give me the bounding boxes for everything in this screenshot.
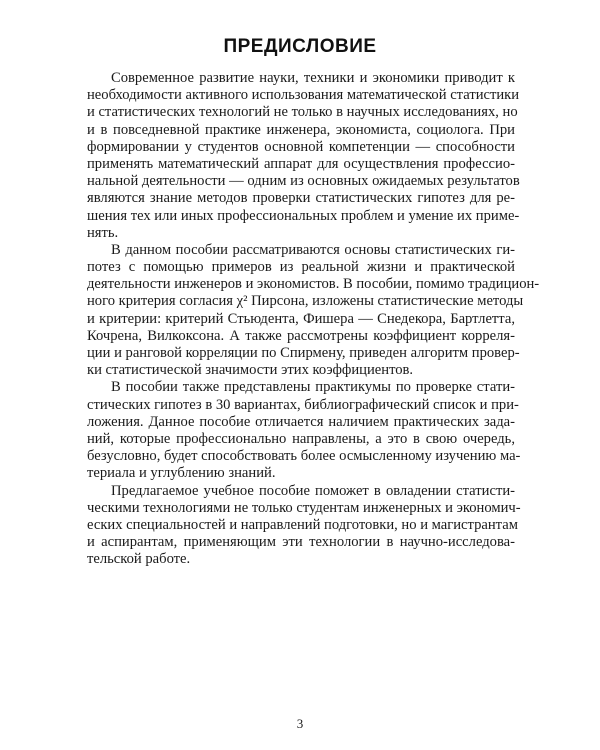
text-line: шения тех или иных профессиональных проблем и умение их приме- (87, 207, 520, 224)
text-line: ки статистической значимости этих коэффициентов. (87, 362, 414, 379)
text-line: применять математический аппарат для осуществления профессио- (87, 155, 515, 172)
text-line: потез с помощью примеров из реальной жизни и практической (87, 259, 515, 276)
text-line: и в повседневной практике инженера, экономиста, социолога. При (87, 121, 515, 138)
text-line: Кочрена, Вилкоксона. А также рассмотрены коэффициент корреля- (87, 327, 515, 344)
text-line: Предлагаемое учебное пособие поможет в овладении статисти- (111, 482, 515, 499)
paragraph-3 (87, 379, 521, 482)
text-line: и аспирантам, применяющим эти технологии в научно-исследова- (87, 534, 515, 551)
text-line: и статистических технологий не только в научных исследованиях, но (87, 104, 518, 121)
text-line: безусловно, будет способствовать более осмысленному изучению ма- (87, 448, 521, 465)
text-line: стических гипотез в 30 вариантах, библиографический список и при- (87, 396, 519, 413)
page-title: ПРЕДИСЛОВИЕ (223, 36, 377, 57)
text-line: и критерии: критерий Стьюдента, Фишера — Снедекора, Бартлетта, (87, 310, 515, 327)
text-line: териала и углублению знаний. (87, 465, 276, 482)
paragraph-2 (87, 241, 540, 380)
text-line: В пособии также представлены практикумы по проверке стати- (111, 379, 515, 396)
text-line: необходимости активного использования математической статистики (87, 87, 520, 104)
text-line: деятельности инженеров и экономистов. В пособии, помимо традицион- (87, 276, 540, 293)
page-number: 3 (296, 716, 304, 731)
text-line: ний, которые профессионально направлены, а это в свою очередь, (87, 430, 515, 447)
text-line: Современное развитие науки, техники и экономики приводит к (111, 70, 515, 86)
text-line: являются знание методов проверки статистических гипотез для ре- (87, 190, 515, 207)
document-body (87, 70, 540, 568)
text-line: ного критерия согласия χ² Пирсона, изложены статистические методы (87, 293, 524, 310)
paragraph-1 (87, 70, 520, 242)
text-line: нальной деятельности — одним из основных ожидаемых результатов (87, 173, 520, 190)
text-line: тельской работе. (87, 551, 191, 568)
text-line: нять. (87, 224, 119, 241)
text-line: ложения. Данное пособие отличается наличием практических зада- (87, 413, 515, 430)
paragraph-4 (87, 482, 521, 569)
text-line: формировании у студентов основной компетенции — способности (87, 138, 515, 155)
text-line: В данном пособии рассматриваются основы статистических ги- (111, 241, 515, 258)
text-line: ции и ранговой корреляции по Спирмену, приведен алгоритм провер- (87, 345, 520, 361)
text-line: ческими технологиями не только студентам инженерных и экономич- (87, 499, 521, 516)
text-line: еских специальностей и направлений подготовки, но и магистрантам (87, 516, 518, 533)
